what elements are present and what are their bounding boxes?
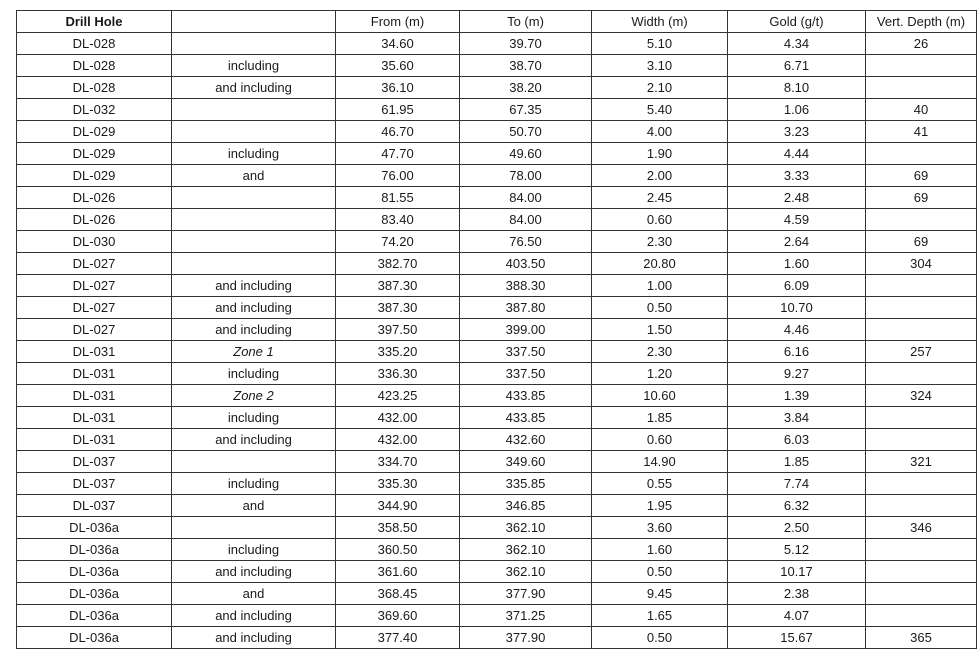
cell-vert-depth: 69 <box>866 231 977 253</box>
header-drill-hole: Drill Hole <box>17 11 172 33</box>
cell-gold: 5.12 <box>728 539 866 561</box>
cell-width: 1.85 <box>592 407 728 429</box>
cell-qualifier: and including <box>172 605 336 627</box>
cell-to: 433.85 <box>460 407 592 429</box>
cell-gold: 4.46 <box>728 319 866 341</box>
cell-gold: 6.03 <box>728 429 866 451</box>
cell-drill-hole: DL-028 <box>17 77 172 99</box>
cell-to: 38.70 <box>460 55 592 77</box>
cell-qualifier: and including <box>172 319 336 341</box>
table-row <box>17 495 977 517</box>
table-row <box>17 55 977 77</box>
cell-gold: 7.74 <box>728 473 866 495</box>
cell-drill-hole: DL-029 <box>17 143 172 165</box>
cell-to: 84.00 <box>460 209 592 231</box>
cell-qualifier <box>172 253 336 275</box>
cell-to: 362.10 <box>460 517 592 539</box>
cell-drill-hole: DL-037 <box>17 495 172 517</box>
table-row <box>17 99 977 121</box>
cell-gold: 2.50 <box>728 517 866 539</box>
cell-from: 34.60 <box>336 33 460 55</box>
cell-qualifier: and including <box>172 627 336 649</box>
cell-vert-depth <box>866 77 977 99</box>
cell-width: 14.90 <box>592 451 728 473</box>
cell-from: 432.00 <box>336 429 460 451</box>
table-row <box>17 231 977 253</box>
cell-vert-depth <box>866 297 977 319</box>
cell-width: 1.60 <box>592 539 728 561</box>
cell-to: 377.90 <box>460 583 592 605</box>
cell-vert-depth <box>866 539 977 561</box>
header-qualifier <box>172 11 336 33</box>
cell-drill-hole: DL-036a <box>17 517 172 539</box>
cell-qualifier <box>172 33 336 55</box>
cell-qualifier: including <box>172 143 336 165</box>
cell-gold: 3.84 <box>728 407 866 429</box>
header-to: To (m) <box>460 11 592 33</box>
cell-vert-depth <box>866 363 977 385</box>
cell-qualifier: and including <box>172 561 336 583</box>
cell-qualifier: and including <box>172 429 336 451</box>
cell-to: 349.60 <box>460 451 592 473</box>
cell-from: 47.70 <box>336 143 460 165</box>
table-row <box>17 539 977 561</box>
cell-to: 84.00 <box>460 187 592 209</box>
cell-to: 78.00 <box>460 165 592 187</box>
cell-gold: 8.10 <box>728 77 866 99</box>
table-row <box>17 209 977 231</box>
table-row <box>17 165 977 187</box>
cell-from: 368.45 <box>336 583 460 605</box>
cell-gold: 10.17 <box>728 561 866 583</box>
cell-vert-depth: 321 <box>866 451 977 473</box>
cell-vert-depth: 26 <box>866 33 977 55</box>
cell-gold: 9.27 <box>728 363 866 385</box>
cell-to: 388.30 <box>460 275 592 297</box>
cell-vert-depth: 69 <box>866 165 977 187</box>
cell-width: 1.65 <box>592 605 728 627</box>
cell-from: 35.60 <box>336 55 460 77</box>
cell-to: 67.35 <box>460 99 592 121</box>
cell-to: 362.10 <box>460 561 592 583</box>
cell-vert-depth <box>866 319 977 341</box>
table-row <box>17 385 977 407</box>
cell-to: 39.70 <box>460 33 592 55</box>
cell-from: 358.50 <box>336 517 460 539</box>
cell-from: 377.40 <box>336 627 460 649</box>
table-row <box>17 297 977 319</box>
cell-from: 335.20 <box>336 341 460 363</box>
cell-vert-depth: 69 <box>866 187 977 209</box>
cell-drill-hole: DL-031 <box>17 385 172 407</box>
cell-to: 399.00 <box>460 319 592 341</box>
table-row <box>17 473 977 495</box>
cell-drill-hole: DL-036a <box>17 605 172 627</box>
cell-drill-hole: DL-027 <box>17 253 172 275</box>
cell-to: 433.85 <box>460 385 592 407</box>
cell-vert-depth <box>866 275 977 297</box>
cell-width: 9.45 <box>592 583 728 605</box>
cell-qualifier: and <box>172 165 336 187</box>
table-row <box>17 275 977 297</box>
cell-qualifier <box>172 187 336 209</box>
cell-width: 1.90 <box>592 143 728 165</box>
cell-qualifier: and including <box>172 77 336 99</box>
cell-to: 371.25 <box>460 605 592 627</box>
cell-from: 382.70 <box>336 253 460 275</box>
cell-from: 74.20 <box>336 231 460 253</box>
cell-to: 362.10 <box>460 539 592 561</box>
cell-qualifier: including <box>172 407 336 429</box>
cell-from: 360.50 <box>336 539 460 561</box>
cell-to: 76.50 <box>460 231 592 253</box>
cell-width: 2.30 <box>592 341 728 363</box>
cell-gold: 1.06 <box>728 99 866 121</box>
cell-width: 0.60 <box>592 429 728 451</box>
cell-from: 361.60 <box>336 561 460 583</box>
cell-qualifier <box>172 451 336 473</box>
cell-drill-hole: DL-030 <box>17 231 172 253</box>
header-gold: Gold (g/t) <box>728 11 866 33</box>
cell-width: 2.00 <box>592 165 728 187</box>
cell-from: 76.00 <box>336 165 460 187</box>
cell-qualifier: Zone 2 <box>172 385 336 407</box>
cell-from: 387.30 <box>336 297 460 319</box>
table-row <box>17 407 977 429</box>
cell-qualifier <box>172 121 336 143</box>
header-row <box>17 11 977 33</box>
cell-qualifier: Zone 1 <box>172 341 336 363</box>
cell-to: 377.90 <box>460 627 592 649</box>
cell-width: 1.95 <box>592 495 728 517</box>
cell-drill-hole: DL-031 <box>17 363 172 385</box>
cell-width: 0.50 <box>592 627 728 649</box>
cell-gold: 4.34 <box>728 33 866 55</box>
cell-width: 20.80 <box>592 253 728 275</box>
cell-qualifier: including <box>172 473 336 495</box>
cell-vert-depth: 257 <box>866 341 977 363</box>
cell-drill-hole: DL-029 <box>17 165 172 187</box>
cell-to: 432.60 <box>460 429 592 451</box>
cell-vert-depth: 304 <box>866 253 977 275</box>
cell-drill-hole: DL-029 <box>17 121 172 143</box>
table-row <box>17 561 977 583</box>
cell-width: 0.50 <box>592 561 728 583</box>
cell-width: 1.00 <box>592 275 728 297</box>
cell-to: 50.70 <box>460 121 592 143</box>
cell-gold: 6.32 <box>728 495 866 517</box>
cell-width: 0.60 <box>592 209 728 231</box>
table-row <box>17 583 977 605</box>
table-row <box>17 517 977 539</box>
cell-width: 3.10 <box>592 55 728 77</box>
cell-from: 61.95 <box>336 99 460 121</box>
cell-gold: 6.09 <box>728 275 866 297</box>
cell-to: 335.85 <box>460 473 592 495</box>
cell-vert-depth: 40 <box>866 99 977 121</box>
cell-drill-hole: DL-036a <box>17 627 172 649</box>
cell-width: 1.20 <box>592 363 728 385</box>
cell-gold: 2.38 <box>728 583 866 605</box>
cell-qualifier <box>172 99 336 121</box>
cell-from: 344.90 <box>336 495 460 517</box>
cell-qualifier <box>172 209 336 231</box>
table-row <box>17 77 977 99</box>
cell-from: 81.55 <box>336 187 460 209</box>
header-vert-depth: Vert. Depth (m) <box>866 11 977 33</box>
cell-qualifier <box>172 231 336 253</box>
cell-drill-hole: DL-036a <box>17 583 172 605</box>
cell-width: 3.60 <box>592 517 728 539</box>
cell-width: 4.00 <box>592 121 728 143</box>
drill-results-table-container <box>16 10 977 649</box>
cell-from: 83.40 <box>336 209 460 231</box>
cell-width: 2.30 <box>592 231 728 253</box>
cell-drill-hole: DL-037 <box>17 473 172 495</box>
cell-vert-depth <box>866 473 977 495</box>
cell-from: 334.70 <box>336 451 460 473</box>
table-row <box>17 121 977 143</box>
cell-to: 49.60 <box>460 143 592 165</box>
cell-qualifier: including <box>172 539 336 561</box>
cell-width: 5.10 <box>592 33 728 55</box>
table-row <box>17 605 977 627</box>
cell-from: 369.60 <box>336 605 460 627</box>
cell-drill-hole: DL-031 <box>17 429 172 451</box>
cell-vert-depth: 41 <box>866 121 977 143</box>
cell-vert-depth: 365 <box>866 627 977 649</box>
cell-from: 335.30 <box>336 473 460 495</box>
cell-to: 337.50 <box>460 363 592 385</box>
cell-drill-hole: DL-036a <box>17 539 172 561</box>
cell-drill-hole: DL-032 <box>17 99 172 121</box>
cell-width: 0.50 <box>592 297 728 319</box>
cell-vert-depth <box>866 605 977 627</box>
cell-to: 403.50 <box>460 253 592 275</box>
header-from: From (m) <box>336 11 460 33</box>
table-row <box>17 627 977 649</box>
cell-width: 0.55 <box>592 473 728 495</box>
cell-width: 1.50 <box>592 319 728 341</box>
cell-vert-depth <box>866 495 977 517</box>
cell-from: 336.30 <box>336 363 460 385</box>
cell-gold: 10.70 <box>728 297 866 319</box>
cell-gold: 4.59 <box>728 209 866 231</box>
cell-drill-hole: DL-027 <box>17 297 172 319</box>
cell-from: 432.00 <box>336 407 460 429</box>
cell-width: 5.40 <box>592 99 728 121</box>
cell-drill-hole: DL-037 <box>17 451 172 473</box>
drill-results-table <box>16 10 977 649</box>
table-row <box>17 341 977 363</box>
table-row <box>17 33 977 55</box>
cell-vert-depth <box>866 143 977 165</box>
cell-gold: 2.64 <box>728 231 866 253</box>
cell-gold: 1.39 <box>728 385 866 407</box>
cell-gold: 2.48 <box>728 187 866 209</box>
cell-qualifier: including <box>172 55 336 77</box>
cell-drill-hole: DL-027 <box>17 275 172 297</box>
table-row <box>17 363 977 385</box>
cell-to: 337.50 <box>460 341 592 363</box>
cell-to: 387.80 <box>460 297 592 319</box>
cell-vert-depth: 324 <box>866 385 977 407</box>
table-row <box>17 143 977 165</box>
cell-vert-depth <box>866 429 977 451</box>
cell-width: 2.10 <box>592 77 728 99</box>
cell-vert-depth <box>866 407 977 429</box>
cell-gold: 3.23 <box>728 121 866 143</box>
cell-qualifier <box>172 517 336 539</box>
table-body <box>17 33 977 649</box>
cell-drill-hole: DL-026 <box>17 209 172 231</box>
cell-drill-hole: DL-028 <box>17 55 172 77</box>
cell-from: 46.70 <box>336 121 460 143</box>
cell-drill-hole: DL-036a <box>17 561 172 583</box>
cell-gold: 1.85 <box>728 451 866 473</box>
table-row <box>17 319 977 341</box>
cell-from: 423.25 <box>336 385 460 407</box>
cell-gold: 6.71 <box>728 55 866 77</box>
table-row <box>17 451 977 473</box>
table-row <box>17 187 977 209</box>
cell-width: 2.45 <box>592 187 728 209</box>
cell-vert-depth <box>866 55 977 77</box>
cell-drill-hole: DL-031 <box>17 407 172 429</box>
cell-gold: 4.07 <box>728 605 866 627</box>
cell-qualifier: including <box>172 363 336 385</box>
cell-gold: 6.16 <box>728 341 866 363</box>
header-width: Width (m) <box>592 11 728 33</box>
cell-vert-depth <box>866 561 977 583</box>
cell-from: 387.30 <box>336 275 460 297</box>
cell-from: 397.50 <box>336 319 460 341</box>
cell-qualifier: and including <box>172 297 336 319</box>
cell-qualifier: and including <box>172 275 336 297</box>
cell-width: 10.60 <box>592 385 728 407</box>
cell-gold: 15.67 <box>728 627 866 649</box>
cell-drill-hole: DL-027 <box>17 319 172 341</box>
cell-drill-hole: DL-028 <box>17 33 172 55</box>
cell-from: 36.10 <box>336 77 460 99</box>
cell-drill-hole: DL-031 <box>17 341 172 363</box>
cell-to: 346.85 <box>460 495 592 517</box>
cell-gold: 4.44 <box>728 143 866 165</box>
cell-vert-depth: 346 <box>866 517 977 539</box>
cell-vert-depth <box>866 209 977 231</box>
cell-drill-hole: DL-026 <box>17 187 172 209</box>
table-row <box>17 253 977 275</box>
table-row <box>17 429 977 451</box>
cell-vert-depth <box>866 583 977 605</box>
cell-gold: 1.60 <box>728 253 866 275</box>
cell-to: 38.20 <box>460 77 592 99</box>
cell-gold: 3.33 <box>728 165 866 187</box>
cell-qualifier: and <box>172 495 336 517</box>
cell-qualifier: and <box>172 583 336 605</box>
